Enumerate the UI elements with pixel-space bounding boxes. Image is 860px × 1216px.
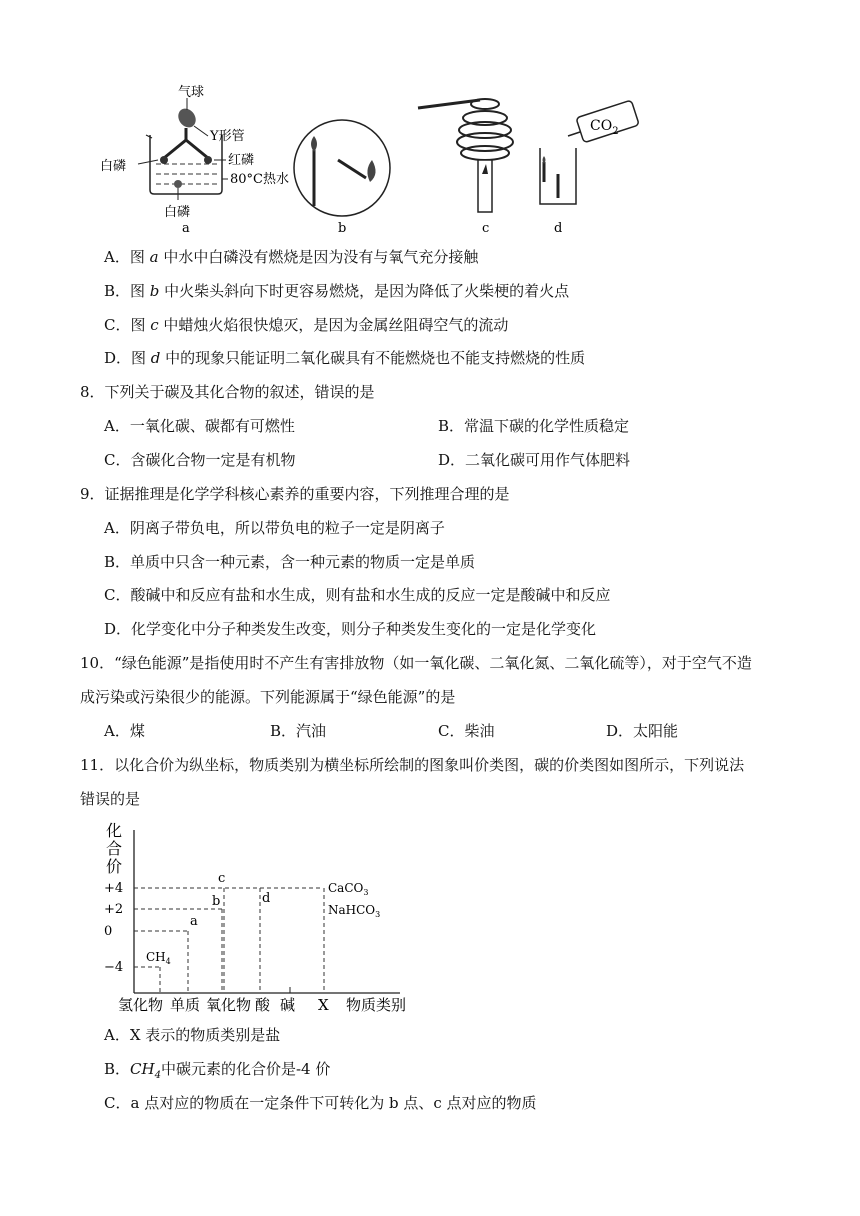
q8-option-c: C．含碳化合物一定是有机物 [104, 451, 296, 469]
ytick-label: −4 [104, 960, 124, 975]
q7-d-prefix: D．图 [104, 349, 151, 367]
q11-option-c: C．a 点对应的物质在一定条件下可转化为 b 点、c 点对应的物质 [104, 1094, 537, 1112]
ytick-label: +4 [104, 881, 124, 896]
chart-ylabel [106, 821, 122, 876]
chart-yticks [104, 881, 123, 975]
ylabel-char: 价 [106, 857, 123, 876]
q7-option-d [104, 348, 585, 368]
q10-stem-line2: 成污染或污染很少的能源。下列能源属于“绿色能源”的是 [80, 688, 456, 706]
q7-a-text: 中水中白磷没有燃烧是因为没有与氧气充分接触 [158, 248, 479, 266]
q7-c-italic: c [150, 316, 159, 334]
figure-d-co2 [540, 100, 639, 204]
chart-guides [134, 888, 324, 993]
q9-option-c: C．酸碱中和反应有盐和水生成，则有盐和水生成的反应一定是酸碱中和反应 [104, 586, 611, 604]
point-label-d: d [262, 891, 271, 906]
q7-b-italic: b [149, 282, 160, 300]
xtick-label: 氢化物 [118, 996, 164, 1014]
figure-a-beaker [138, 98, 228, 200]
figure-c-candle-coil [418, 99, 513, 212]
q11-b-text: 中碳元素的化合价是-4 价 [160, 1060, 331, 1078]
valence-category-chart [100, 818, 430, 1014]
q11-option-a: A．X 表示的物质类别是盐 [104, 1026, 281, 1044]
q7-d-italic: d [150, 349, 161, 367]
q11-stem-line2: 错误的是 [80, 790, 141, 808]
label-co2: $CO_2$ [590, 118, 619, 137]
q8-stem: 8．下列关于碳及其化合物的叙述，错误的是 [80, 383, 375, 401]
label-white-p-left: 白磷 [100, 159, 127, 174]
q7-b-prefix: B．图 [104, 282, 150, 300]
ylabel-char: 合 [106, 839, 123, 858]
q8-option-b: B．常温下碳的化学性质稳定 [438, 417, 630, 435]
point-label-sub: 3 [375, 910, 381, 919]
point-label-nahco3: NaHCO$_3$ [328, 903, 381, 919]
q7-option-c [104, 315, 508, 335]
label-white-p-bottom: 白磷 [164, 205, 191, 220]
chart-xticks [118, 996, 406, 1014]
q7-a-prefix: A．图 [104, 248, 150, 266]
label-hot-water: 80°C热水 [230, 172, 289, 187]
q9-option-b: B．单质中只含一种元素，含一种元素的物质一定是单质 [104, 553, 476, 571]
q7-option-a [104, 247, 478, 267]
experiment-figures [90, 78, 650, 238]
xlabel: 物质类别 [346, 996, 407, 1014]
ytick-label: 0 [104, 924, 113, 939]
figure-b-matches [294, 120, 390, 216]
label-ytube: Y形管 [210, 129, 245, 144]
q7-option-b [104, 281, 569, 301]
ytick-label: +2 [104, 902, 124, 917]
q10-option-d: D．太阳能 [606, 722, 679, 740]
q7-c-prefix: C．图 [104, 316, 151, 334]
point-label-sub: 4 [165, 957, 171, 966]
point-label-caco3: CaCO$_3$ [328, 881, 369, 897]
point-label-b: b [212, 894, 221, 909]
ylabel-char: 化 [106, 821, 123, 840]
point-label-c: c [218, 871, 226, 886]
q7-d-text: 中的现象只能证明二氧化碳具有不能燃烧也不能支持燃烧的性质 [160, 349, 586, 367]
label-c: c [482, 221, 490, 236]
xtick-label: 碱 [280, 996, 296, 1014]
label-a: a [182, 221, 190, 236]
q10-option-a: A．煤 [104, 722, 145, 740]
xtick-label: 酸 [255, 996, 271, 1014]
q9-stem: 9．证据推理是化学学科核心素养的重要内容，下列推理合理的是 [80, 485, 510, 503]
xtick-label: X [318, 996, 329, 1014]
q10-stem-line1: 10．“绿色能源”是指使用时不产生有害排放物（如一氧化碳、二氧化氮、二氧化硫等），对于空气不造 [80, 654, 752, 672]
q9-option-a: A．阴离子带负电，所以带负电的粒子一定是阴离子 [104, 519, 445, 537]
chart-point-labels [146, 871, 380, 966]
label-red-p: 红磷 [228, 153, 255, 168]
q10-option-b: B．汽油 [270, 722, 327, 740]
xtick-label: 单质 [170, 996, 201, 1014]
q8-option-a: A．一氧化碳、碳都有可燃性 [104, 417, 295, 435]
q7-c-text: 中蜡烛火焰很快熄灭，是因为金属丝阻碍空气的流动 [158, 316, 509, 334]
point-label-a: a [190, 914, 198, 929]
q7-b-text: 中火柴头斜向下时更容易燃烧，是因为降低了火柴梗的着火点 [159, 282, 570, 300]
q11-option-b [104, 1059, 330, 1086]
q11-b-formula: $CH_4$ [130, 1060, 161, 1081]
q11-b-prefix: B． [104, 1060, 131, 1078]
q11-stem-line1: 11．以化合价为纵坐标，物质类别为横坐标所绘制的图象叫价类图，碳的价类图如图所示，下列说法 [80, 756, 745, 774]
xtick-label: 氧化物 [206, 996, 252, 1014]
label-b: b [338, 221, 347, 236]
q10-option-c: C．柴油 [438, 722, 495, 740]
q9-option-d: D．化学变化中分子种类发生改变，则分子种类发生变化的一定是化学变化 [104, 620, 597, 638]
point-label-ch4: $CH_4$ [146, 950, 171, 966]
q8-option-d: D．二氧化碳可用作气体肥料 [438, 451, 631, 469]
label-d: d [554, 221, 563, 236]
point-label-sub: 3 [363, 888, 369, 897]
q7-a-italic: a [149, 248, 159, 266]
label-balloon: 气球 [178, 85, 205, 100]
